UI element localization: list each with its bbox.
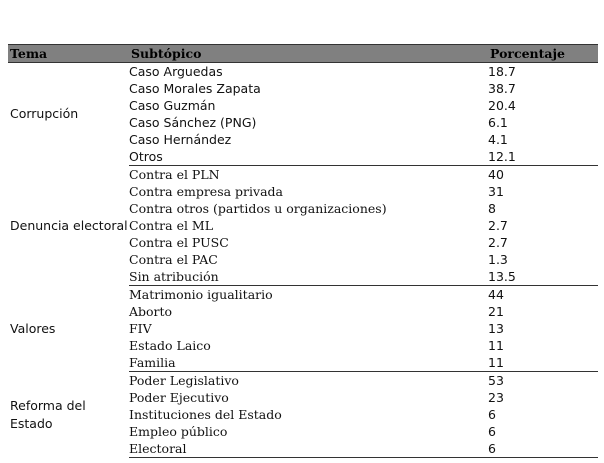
header-subtopico: Subtópico bbox=[129, 45, 488, 63]
table-row bbox=[8, 286, 598, 304]
subtopico-cell: Caso Sánchez (PNG) bbox=[129, 115, 257, 130]
tema-cell: Corrupción bbox=[10, 106, 79, 122]
topics-table bbox=[8, 44, 598, 458]
porcentaje-cell: 53 bbox=[488, 373, 504, 388]
subtopico-cell: Matrimonio igualitario bbox=[129, 287, 273, 302]
subtopico-cell: Otros bbox=[129, 148, 488, 166]
porcentaje-cell: 6.1 bbox=[488, 115, 508, 130]
subtopico-cell: Caso Guzmán bbox=[129, 98, 216, 113]
table-row bbox=[8, 166, 598, 184]
tema-cell: Valores bbox=[10, 320, 56, 336]
porcentaje-cell: 21 bbox=[488, 304, 504, 319]
subtopico-cell: Contra el PAC bbox=[129, 252, 218, 267]
porcentaje-cell: 2.7 bbox=[488, 218, 508, 233]
subtopico-cell: Empleo público bbox=[129, 424, 228, 439]
subtopico-cell: Caso Hernández bbox=[129, 132, 232, 147]
subtopico-cell: Aborto bbox=[129, 304, 173, 319]
porcentaje-cell: 4.1 bbox=[488, 132, 508, 147]
porcentaje-cell: 6 bbox=[488, 440, 598, 458]
table-header bbox=[8, 45, 598, 63]
table-row bbox=[8, 372, 598, 390]
porcentaje-cell: 8 bbox=[488, 201, 496, 216]
porcentaje-cell: 40 bbox=[488, 167, 504, 182]
porcentaje-cell: 44 bbox=[488, 287, 504, 302]
tema-cell: Reforma del Estado bbox=[10, 397, 86, 431]
subtopico-cell: Instituciones del Estado bbox=[129, 407, 282, 422]
porcentaje-cell: 31 bbox=[488, 184, 504, 199]
subtopico-cell: Caso Arguedas bbox=[129, 64, 223, 79]
porcentaje-cell: 12.1 bbox=[488, 148, 598, 166]
porcentaje-cell: 11 bbox=[488, 338, 504, 353]
subtopico-cell: Contra el ML bbox=[129, 218, 214, 233]
subtopico-cell: Caso Morales Zapata bbox=[129, 81, 261, 96]
porcentaje-cell: 18.7 bbox=[488, 64, 516, 79]
porcentaje-cell: 6 bbox=[488, 424, 496, 439]
tema-cell: Denuncia electoral bbox=[10, 217, 128, 233]
subtopico-cell: Electoral bbox=[129, 440, 488, 458]
table-body bbox=[8, 63, 598, 458]
porcentaje-cell: 20.4 bbox=[488, 98, 516, 113]
porcentaje-cell: 1.3 bbox=[488, 252, 508, 267]
porcentaje-cell: 11 bbox=[488, 354, 598, 372]
header-porcentaje: Porcentaje bbox=[488, 45, 598, 63]
subtopico-cell: Sin atribución bbox=[129, 268, 488, 286]
subtopico-cell: FIV bbox=[129, 321, 152, 336]
porcentaje-cell: 13.5 bbox=[488, 268, 598, 286]
header-tema: Tema bbox=[8, 45, 129, 63]
topics-table-container bbox=[8, 44, 598, 458]
porcentaje-cell: 38.7 bbox=[488, 81, 516, 96]
porcentaje-cell: 13 bbox=[488, 321, 504, 336]
subtopico-cell: Familia bbox=[129, 354, 488, 372]
subtopico-cell: Contra el PLN bbox=[129, 167, 220, 182]
subtopico-cell: Estado Laico bbox=[129, 338, 211, 353]
subtopico-cell: Contra otros (partidos u organizaciones) bbox=[129, 201, 387, 216]
table-row bbox=[8, 63, 598, 81]
subtopico-cell: Poder Ejecutivo bbox=[129, 390, 229, 405]
subtopico-cell: Contra el PUSC bbox=[129, 235, 229, 250]
subtopico-cell: Poder Legislativo bbox=[129, 373, 239, 388]
subtopico-cell: Contra empresa privada bbox=[129, 184, 283, 199]
header-row bbox=[8, 45, 598, 63]
porcentaje-cell: 6 bbox=[488, 407, 496, 422]
porcentaje-cell: 2.7 bbox=[488, 235, 508, 250]
porcentaje-cell: 23 bbox=[488, 390, 504, 405]
